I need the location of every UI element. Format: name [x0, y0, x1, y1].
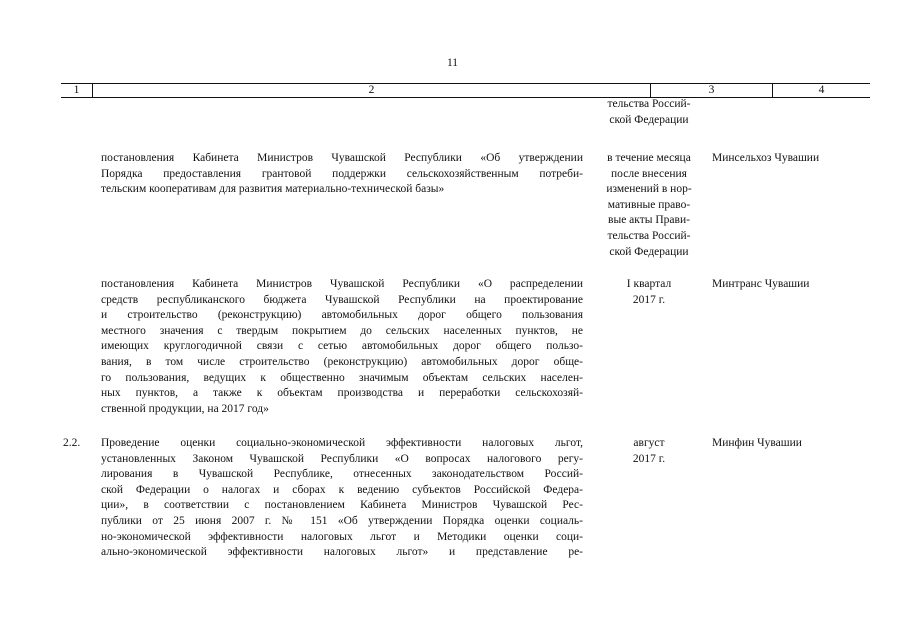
term-line: 2017 г. [632, 452, 666, 465]
table-row-3-term [594, 436, 704, 467]
term-line: август [633, 437, 665, 449]
desc-line: установленных Законом Чувашской Республики «О вопросах налогового регу- [101, 452, 583, 465]
term-line: ской Федерации [609, 113, 689, 126]
desc-line: постановления Кабинета Министров Чувашской Республики «О распределении [101, 278, 583, 290]
desc-line: ственной продукции, на 2017 год» [101, 402, 269, 415]
desc-line: средств республиканского бюджета Чувашской Республики на проектирование [101, 293, 583, 306]
term-line: после внесения [611, 167, 687, 180]
term-line: мативные право- [607, 198, 691, 211]
term-line: I квартал [626, 278, 672, 290]
page-number: 11 [446, 57, 459, 69]
header-col-1: 1 [61, 84, 93, 97]
table-row-3-executor: Минфин Чувашии [712, 437, 802, 449]
table-row-1-executor: Минсельхоз Чувашии [712, 152, 820, 164]
desc-line: ально-экономической эффективности налоговых льгот» и представление ре- [101, 546, 583, 559]
header-col-2: 2 [93, 84, 651, 97]
table-row-2-description [101, 277, 583, 417]
table-row-2-executor: Минтранс Чувашии [712, 278, 810, 290]
desc-line: имеющих круглогодичной связи с сетью автомобильных дорог общего пользо- [101, 340, 583, 353]
desc-line: Порядка предоставления грантовой поддержки сельскохозяйственным потреби- [101, 167, 583, 180]
desc-line: постановления Кабинета Министров Чувашской Республики «Об утверждении [101, 152, 583, 164]
desc-line: и строительство (реконструкцию) автомобильных дорог общего пользования [101, 309, 583, 322]
desc-line: тельским кооперативам для развития материально-технической базы» [101, 183, 445, 196]
table-row-1-term [594, 151, 704, 260]
term-line: 2017 г. [632, 293, 666, 306]
desc-line: публики от 25 июня 2007 г. № 151 «Об утверждении Порядка оценки социаль- [101, 514, 583, 527]
table-row-3-number: 2.2. [63, 437, 81, 449]
desc-line: лирования в Чувашской Республике, отнесенных законодательством Россий- [101, 468, 583, 481]
table-row-0-term [594, 97, 704, 128]
desc-line: местного значения с твердым покрытием до сельских населенных пунктов, не [101, 324, 583, 337]
term-line: тельства Россий- [607, 98, 691, 110]
term-line: в течение месяца [607, 152, 691, 164]
table-row-1-description [101, 151, 583, 198]
header-col-4: 4 [818, 84, 825, 96]
header-col-3: 3 [651, 84, 773, 97]
desc-line: го пользования, ведущих к общественно значимым объектам сельских населен- [101, 371, 583, 384]
table-header [61, 83, 870, 98]
term-line: изменений в нор- [606, 183, 692, 196]
desc-line: вания, в том числе строительство (реконструкцию) автомобильных дорог обще- [101, 355, 583, 368]
table-row-3-description [101, 436, 583, 561]
table-row-2-term [594, 277, 704, 308]
desc-line: ных пунктов, а также к объектам производства и переработки сельскохозяй- [101, 387, 583, 400]
term-line: ской Федерации [609, 245, 689, 258]
term-line: вые акты Прави- [608, 214, 690, 227]
desc-line: Проведение оценки социально-экономической эффективности налоговых льгот, [101, 437, 583, 449]
term-line: тельства Россий- [607, 229, 691, 242]
desc-line: но-экономической эффективности налоговых льгот и Методики оценки соци- [101, 530, 583, 543]
desc-line: ции», в соответствии с постановлением Кабинета Министров Чувашской Рес- [101, 499, 583, 512]
desc-line: ской Федерации о налогах и сборах к ведению субъектов Российской Федера- [101, 483, 583, 496]
